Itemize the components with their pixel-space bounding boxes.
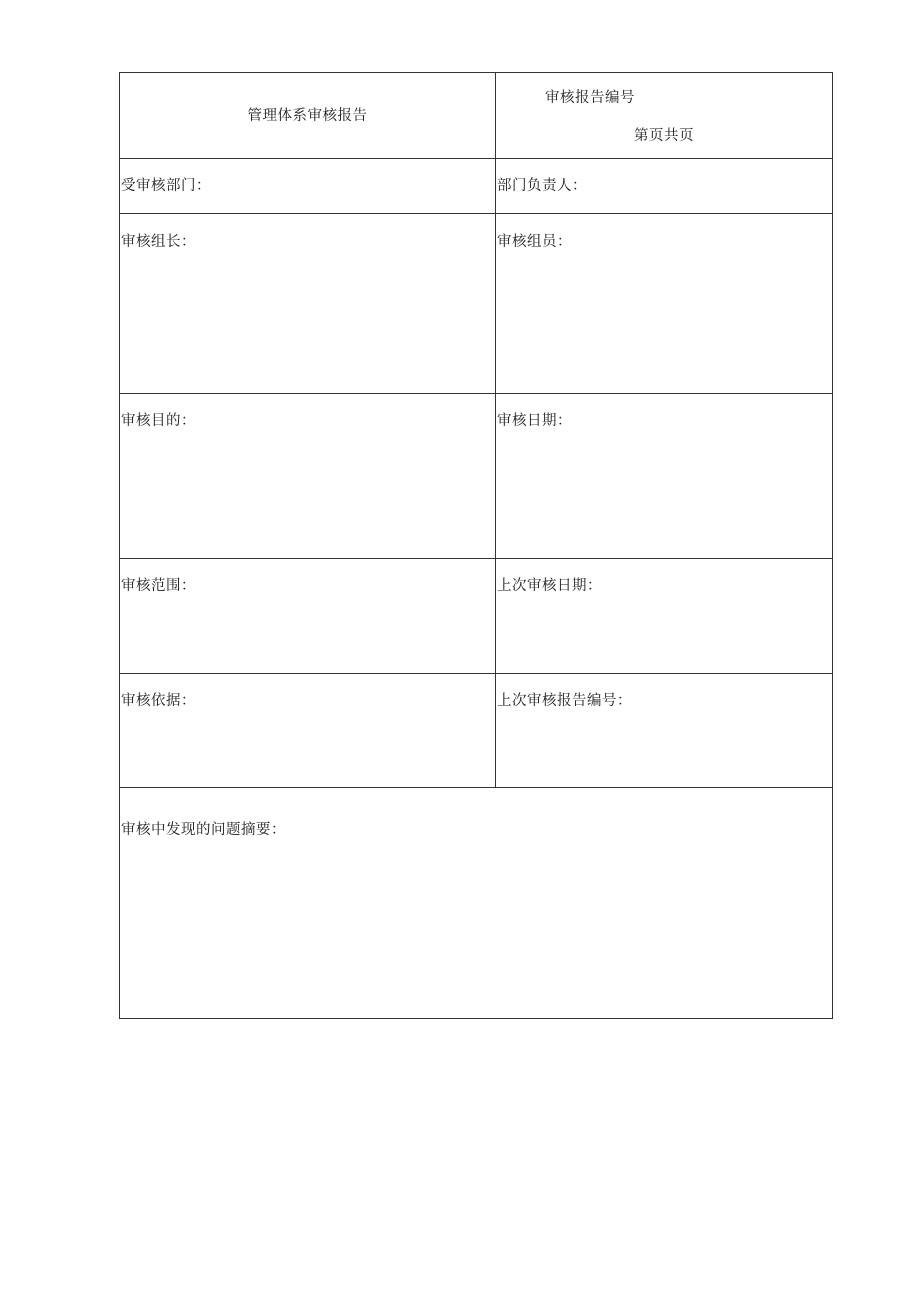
last-report-number-label: 上次审核报告编号： bbox=[497, 693, 632, 709]
audited-department-label: 受审核部门： bbox=[121, 178, 211, 194]
findings-summary-cell[interactable] bbox=[120, 788, 833, 1019]
department-row bbox=[120, 159, 833, 214]
last-audit-date-cell[interactable] bbox=[496, 559, 833, 674]
audit-report-form bbox=[119, 72, 833, 1019]
team-members-cell[interactable] bbox=[496, 214, 833, 394]
report-number-label: 审核报告编号 bbox=[545, 90, 635, 106]
team-leader-label: 审核组长： bbox=[121, 234, 196, 250]
basis-row bbox=[120, 674, 833, 788]
department-head-cell[interactable] bbox=[496, 159, 833, 214]
team-row bbox=[120, 214, 833, 394]
department-head-label: 部门负责人： bbox=[497, 178, 587, 194]
last-report-number-cell[interactable] bbox=[496, 674, 833, 788]
findings-summary-label: 审核中发现的问题摘要： bbox=[121, 822, 286, 838]
team-members-label: 审核组员： bbox=[497, 234, 572, 250]
page-count: 第页共页 bbox=[634, 128, 694, 144]
audit-date-label: 审核日期： bbox=[497, 413, 572, 429]
audit-basis-cell[interactable] bbox=[120, 674, 496, 788]
audit-purpose-label: 审核目的： bbox=[121, 413, 196, 429]
audit-scope-cell[interactable] bbox=[120, 559, 496, 674]
findings-row bbox=[120, 788, 833, 1019]
audited-department-cell[interactable] bbox=[120, 159, 496, 214]
audit-purpose-cell[interactable] bbox=[120, 394, 496, 559]
audit-scope-label: 审核范围： bbox=[121, 578, 196, 594]
title-cell bbox=[120, 73, 496, 159]
scope-row bbox=[120, 559, 833, 674]
audit-date-cell[interactable] bbox=[496, 394, 833, 559]
purpose-row bbox=[120, 394, 833, 559]
last-audit-date-label: 上次审核日期： bbox=[497, 578, 602, 594]
report-title: 管理体系审核报告 bbox=[247, 107, 368, 124]
audit-basis-label: 审核依据： bbox=[121, 693, 196, 709]
report-number-cell bbox=[496, 73, 833, 159]
team-leader-cell[interactable] bbox=[120, 214, 496, 394]
header-row bbox=[120, 73, 833, 159]
